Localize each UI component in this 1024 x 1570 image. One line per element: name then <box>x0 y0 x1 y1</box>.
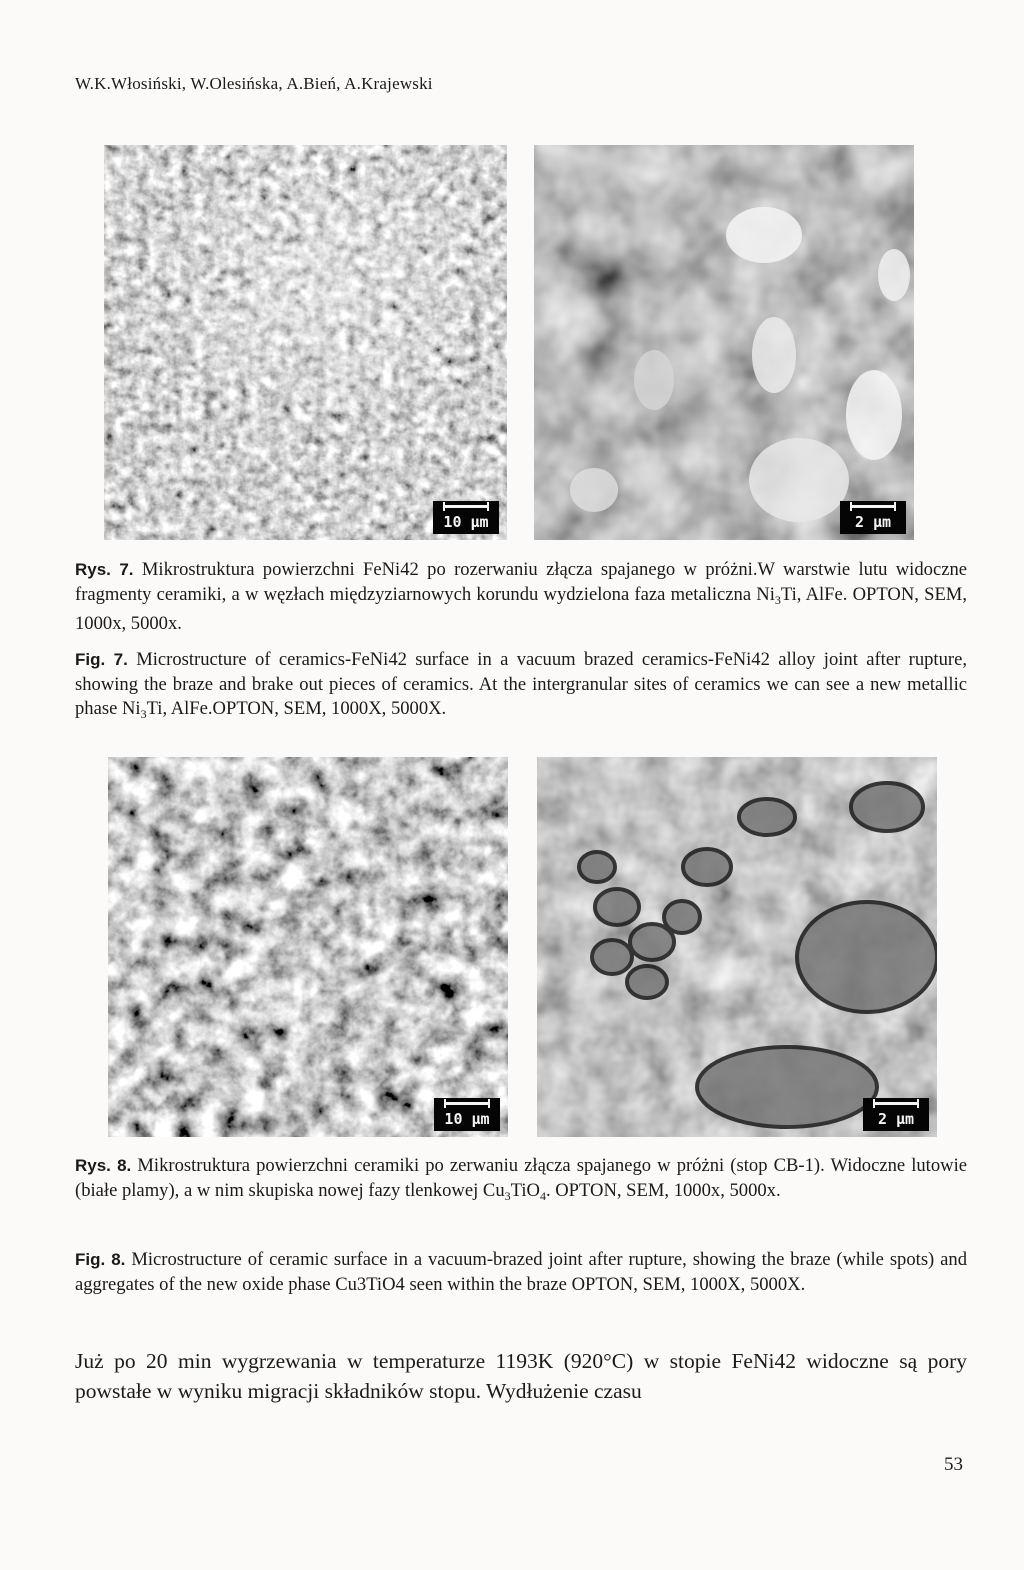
figure8-pl-text: Mikrostruktura powierzchni ceramiki po zerwaniu złącza spajanego w próżni (stop CB-1). Widoczne lutowie (białe plamy), a w nim skupiska nowej fazy tlenkowej Cu <box>75 1155 967 1201</box>
figure7-en-text-end: Ti, AlFe.OPTON, SEM, 1000X, 5000X. <box>146 698 447 719</box>
running-header: W.K.Włosiński, W.Olesińska, A.Bień, A.Krajewski <box>75 74 433 93</box>
figure7-left-micrograph <box>104 145 507 540</box>
micrograph-texture <box>104 145 507 540</box>
scale-bar-10um: 10 μm <box>434 1098 500 1131</box>
figure7-pl-text-end: Ti, AlFe. OPTON, SEM, 1000x, 5000x. <box>75 583 967 634</box>
figure7-en-text: Microstructure of ceramics-FeNi42 surface in a vacuum brazed ceramics-FeNi42 alloy joint after rupture, showing the braze and brake out pieces of ceramics. At the intergranular sites of ceramics we can see a new metallic phase Ni <box>75 649 967 719</box>
figure8-pl-text-mid: TiO <box>510 1179 540 1201</box>
figure8-right-micrograph <box>537 757 937 1137</box>
scale-bar-2um: 2 μm <box>863 1098 929 1131</box>
micrograph-texture <box>534 145 914 540</box>
subscript: 3 <box>774 592 781 607</box>
scale-bar-10um: 10 μm <box>433 501 499 534</box>
subscript: 4 <box>539 1188 546 1203</box>
figure7-pl-text: Mikrostruktura powierzchni FeNi42 po rozerwaniu złącza spajanego w próżni.W warstwie lutu widoczne fragmenty ceramiki, a w węzłach międzyziarnowych korundu wydzielona faza metaliczna Ni <box>75 559 967 605</box>
figure8-pl-label: Rys. 8. <box>75 1156 132 1175</box>
figure7-en-label: Fig. 7. <box>75 650 128 669</box>
figure8-caption-pl <box>75 1154 967 1208</box>
figure8-left-micrograph <box>108 757 508 1137</box>
figure7-pl-label: Rys. 7. <box>75 560 134 579</box>
figure8-pl-text-end: . OPTON, SEM, 1000x, 5000x. <box>545 1179 781 1201</box>
figure8-en-text: Microstructure of ceramic surface in a vacuum-brazed joint after rupture, showing the braze (while spots) and aggregates of the new oxide phase Cu3TiO4 seen within the braze OPTON, SEM, 1000X, 5000X. <box>75 1249 968 1295</box>
micrograph-texture <box>537 757 937 1137</box>
figure7-caption-en <box>75 648 967 727</box>
subscript: 3 <box>140 707 147 721</box>
scale-bar-2um: 2 μm <box>840 501 906 534</box>
figure8-caption-en <box>75 1248 967 1297</box>
body-paragraph: Już po 20 min wygrzewania w temperaturze 1193K (920°C) w stopie FeNi42 widoczne są pory powstałe w wyniku migracji składników stopu. Wydłużenie czasu <box>75 1349 967 1403</box>
subscript: 3 <box>504 1188 511 1203</box>
figure7-caption-pl <box>75 558 967 637</box>
figure7-right-micrograph <box>534 145 914 540</box>
micrograph-texture <box>108 757 508 1137</box>
page-number: 53 <box>944 1454 963 1475</box>
figure8-en-label: Fig. 8. <box>75 1250 126 1269</box>
